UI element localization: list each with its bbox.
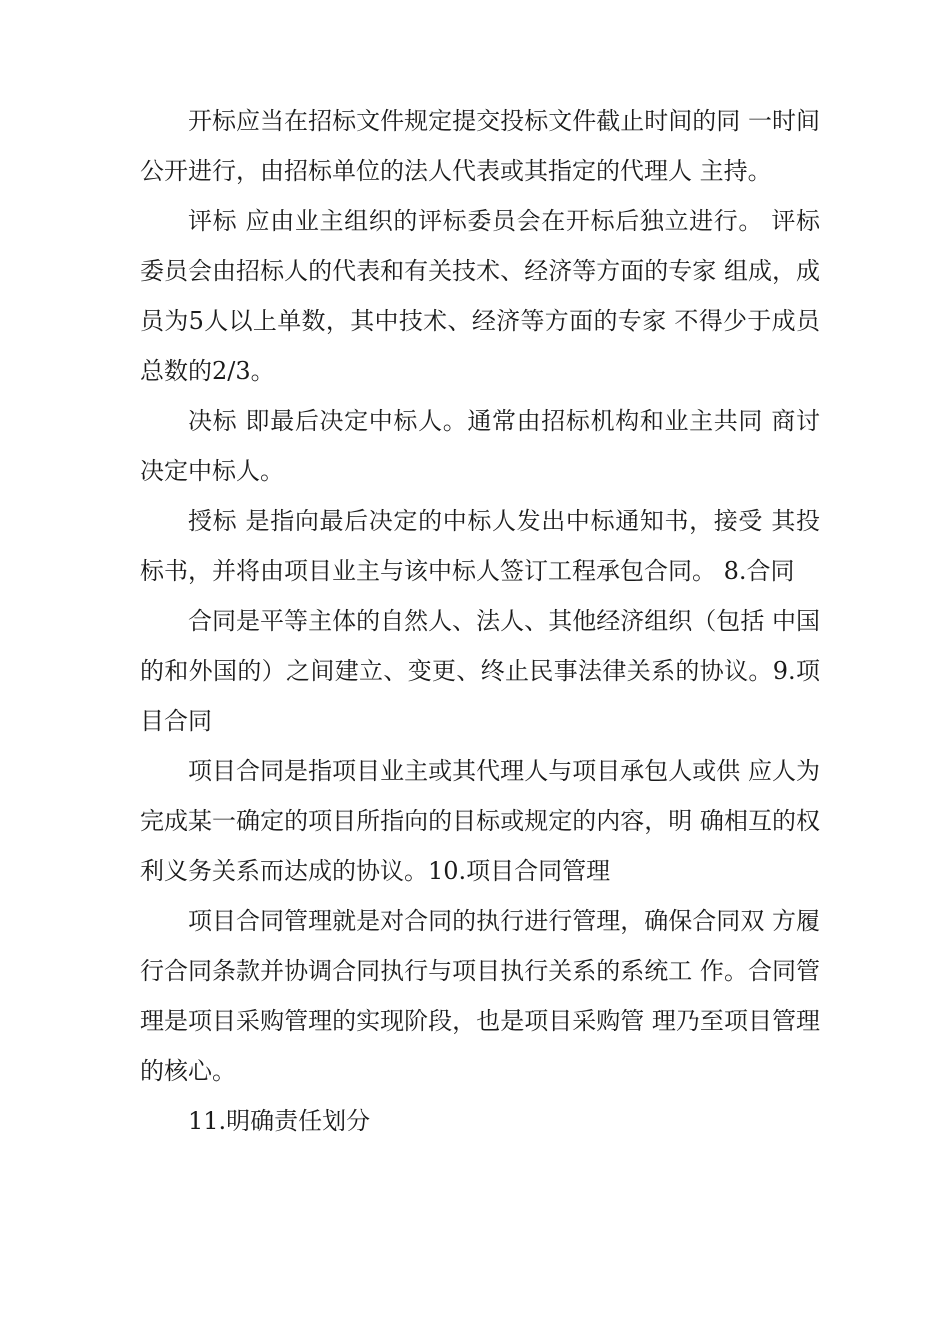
- paragraph-responsibility-heading: 11.明确责任划分: [188, 1107, 371, 1135]
- paragraph-bid-evaluation: 评标 应由业主组织的评标委员会在开标后独立进行。 评标委员会由招标人的代表和有关技术、经济等方面的专家 组成，成员为5人以上单数，其中技术、经济等方面的专家 不得少于成员总数的2/3。: [140, 207, 820, 385]
- document-body: [140, 96, 820, 1146]
- paragraph-project-contract: 项目合同是指项目业主或其代理人与项目承包人或供 应人为完成某一确定的项目所指向的目标或规定的内容，明 确相互的权利义务关系而达成的协议。10.项目合同管理: [140, 757, 820, 885]
- paragraph-bid-opening: 开标应当在招标文件规定提交投标文件截止时间的同 一时间公开进行，由招标单位的法人代表或其指定的代理人 主持。: [140, 107, 820, 185]
- paragraph-bid-award: 授标 是指向最后决定的中标人发出中标通知书，接受 其投标书，并将由项目业主与该中标人签订工程承包合同。 8.合同: [140, 507, 820, 585]
- paragraph-contract-management: 项目合同管理就是对合同的执行进行管理，确保合同双 方履行合同条款并协调合同执行与项目执行关系的系统工 作。合同管理是项目采购管理的实现阶段，也是项目采购管 理乃至项目管理的核心。: [140, 907, 820, 1085]
- paragraph-bid-decision: 决标 即最后决定中标人。通常由招标机构和业主共同 商讨决定中标人。: [140, 407, 820, 485]
- paragraph-contract-definition: 合同是平等主体的自然人、法人、其他经济组织（包括 中国的和外国的）之间建立、变更、终止民事法律关系的协议。9.项目合同: [140, 607, 820, 735]
